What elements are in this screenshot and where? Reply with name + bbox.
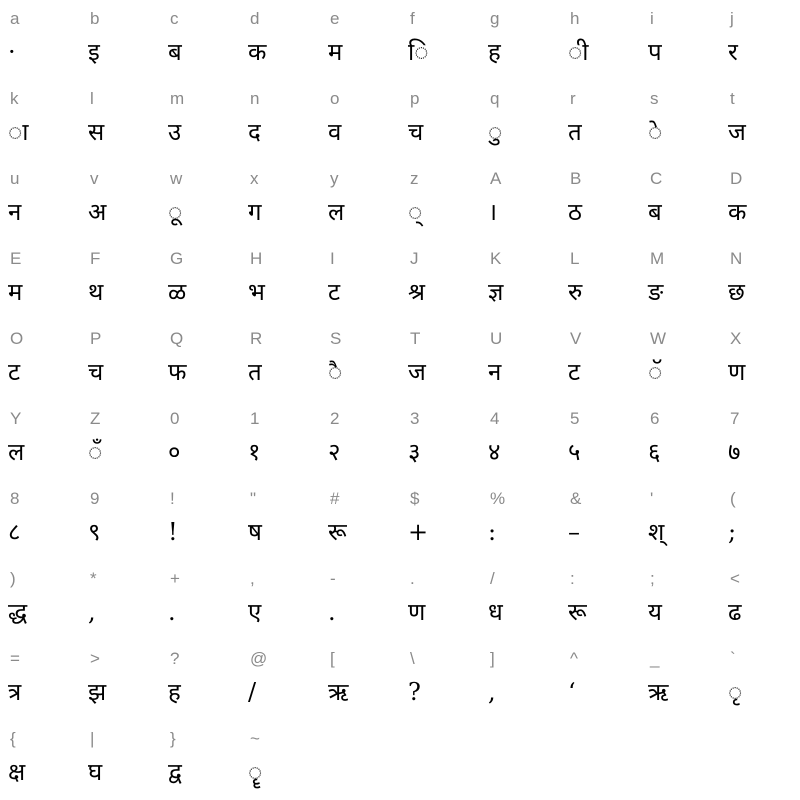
glyph-sample: श्र [408,278,425,306]
glyph-cell [160,400,240,480]
glyph-sample: ब [648,198,662,226]
glyph-cell [560,320,640,400]
key-label: q [490,89,500,108]
key-label: z [410,169,419,188]
glyph-cell [640,320,720,400]
key-label: a [10,9,20,28]
key-label: Z [90,409,101,428]
glyph-sample: – [568,518,580,546]
key-label: l [90,89,94,108]
key-label: w [170,169,183,188]
glyph-cell [400,160,480,240]
glyph-cell [720,160,800,240]
glyph-sample: ट [568,358,581,386]
glyph-sample: ३ [408,438,421,466]
key-label: g [490,9,500,28]
glyph-sample: द्व [168,758,182,786]
key-label: ! [170,489,175,508]
glyph-cell [0,80,80,160]
key-label: d [250,9,260,28]
glyph-sample: ह [488,38,501,66]
glyph-sample: ष [248,518,262,546]
key-label: j [730,9,734,28]
glyph-cell [560,560,640,640]
key-label: D [730,169,743,188]
glyph-sample: ् [408,198,423,226]
key-label: T [410,329,421,348]
key-label: % [490,489,506,508]
glyph-cell [80,400,160,480]
glyph-sample: ल [328,198,345,226]
glyph-cell [80,320,160,400]
glyph-cell [160,720,240,800]
glyph-sample: ठ [568,198,582,226]
key-label: " [250,489,257,508]
key-label: 3 [410,409,420,428]
key-label: A [490,169,502,188]
glyph-cell [400,640,480,720]
glyph-sample: इ [88,38,100,66]
glyph-cell [320,560,400,640]
glyph-sample: े [648,118,663,146]
glyph-cell [320,640,400,720]
glyph-sample: त्र [8,678,22,706]
glyph-sample: : [488,518,497,546]
glyph-cell [80,720,160,800]
glyph-cell [640,160,720,240]
key-label: F [90,249,101,268]
glyph-cell [480,480,560,560]
key-label: N [730,249,743,268]
key-label: 1 [250,409,260,428]
glyph-cell [0,0,80,80]
glyph-cell [0,560,80,640]
glyph-sample: ऋ [328,678,349,706]
glyph-sample: प [648,38,662,66]
glyph-cell [320,160,400,240]
key-label: p [410,89,420,108]
key-label: U [490,329,503,348]
glyph-sample: स [88,118,105,146]
glyph-sample: , [488,678,496,706]
key-label: [ [330,649,335,668]
glyph-sample: ण [408,598,426,626]
key-label: v [90,169,99,188]
key-label: < [730,569,740,588]
key-label: | [90,729,95,748]
glyph-cell [480,560,560,640]
key-label: 7 [730,409,740,428]
glyph-cell [240,240,320,320]
glyph-sample: ४ [488,438,501,466]
glyph-sample: । [488,198,498,226]
key-label: 8 [10,489,20,508]
key-label: n [250,89,260,108]
glyph-cell [720,640,800,720]
glyph-cell [0,720,80,800]
glyph-sample: ि [408,38,429,66]
glyph-sample: ँ [88,438,103,466]
glyph-cell [400,560,480,640]
key-label: i [650,9,654,28]
glyph-sample: ! [168,518,178,546]
key-label: Q [170,329,184,348]
glyph-cell [480,400,560,480]
key-label: , [250,569,255,588]
key-label: ( [730,489,736,508]
glyph-cell [560,480,640,560]
key-label: = [10,649,20,668]
key-label: c [170,9,179,28]
glyph-sample: ु [488,118,503,146]
glyph-sample: रू [568,598,587,626]
key-label: ~ [250,729,260,748]
glyph-cell [320,80,400,160]
glyph-cell [160,560,240,640]
glyph-sample: ज [408,358,426,386]
glyph-cell [240,400,320,480]
glyph-sample: ‘ [568,678,576,706]
glyph-sample: रु [568,278,583,306]
glyph-cell [240,0,320,80]
glyph-sample: घ [88,758,103,786]
glyph-sample: म [8,278,23,306]
glyph-sample: क [248,38,267,66]
glyph-cell [320,240,400,320]
glyph-sample: छ [728,278,745,306]
key-label: ? [170,649,180,668]
glyph-cell [720,480,800,560]
glyph-sample: , [88,598,96,626]
key-label: f [410,9,415,28]
glyph-sample: अ [88,198,107,226]
key-label: : [570,569,575,588]
glyph-sample: ९ [88,518,101,546]
key-label: ` [730,649,736,668]
key-label: Y [10,409,22,428]
glyph-sample: ण [728,358,746,386]
glyph-sample: झ [88,678,107,706]
glyph-cell [560,0,640,80]
glyph-cell [160,0,240,80]
glyph-sample: थ [88,278,104,306]
glyph-cell [160,160,240,240]
key-label: E [10,249,22,268]
key-label: _ [650,649,660,668]
glyph-cell [640,560,720,640]
key-label: . [410,569,415,588]
glyph-sample: . [168,598,176,626]
key-label: V [570,329,582,348]
glyph-sample: · [8,38,16,66]
glyph-sample: द्ध [8,598,28,626]
glyph-cell [720,240,800,320]
key-label: W [650,329,667,348]
glyph-sample: ॄ [248,758,263,786]
glyph-cell [480,80,560,160]
key-label: 5 [570,409,580,428]
glyph-cell [80,640,160,720]
glyph-sample: न [488,358,502,386]
glyph-cell [400,480,480,560]
glyph-cell [160,640,240,720]
glyph-cell [720,80,800,160]
glyph-sample: म [328,38,343,66]
glyph-sample: र [728,38,738,66]
glyph-cell [720,560,800,640]
glyph-sample: क्ष [8,758,26,786]
glyph-cell [400,400,480,480]
glyph-cell [0,240,80,320]
glyph-sample: ; [728,518,737,546]
glyph-cell [240,640,320,720]
key-label: $ [410,489,420,508]
glyph-cell [720,0,800,80]
glyph-cell [400,320,480,400]
glyph-cell [560,80,640,160]
key-label: h [570,9,580,28]
key-label: u [10,169,20,188]
glyph-cell [720,320,800,400]
glyph-sample: ट [8,358,21,386]
glyph-cell [640,640,720,720]
key-label: } [170,729,176,748]
key-label: y [330,169,339,188]
glyph-cell [320,480,400,560]
glyph-cell [480,240,560,320]
glyph-cell [720,400,800,480]
key-label: P [90,329,102,348]
glyph-cell [400,240,480,320]
glyph-sample: द [248,118,261,146]
key-label: 9 [90,489,100,508]
glyph-sample: ज [728,118,746,146]
glyph-cell [560,640,640,720]
glyph-sample: + [408,518,429,546]
glyph-cell [640,80,720,160]
key-label: I [330,249,335,268]
glyph-sample: च [408,118,424,146]
glyph-cell [240,480,320,560]
glyph-sample: ढ [728,598,742,626]
glyph-sample: ट [328,278,341,306]
glyph-sample: ज्ञ [488,278,504,306]
glyph-cell [480,160,560,240]
glyph-cell [320,320,400,400]
key-label: ] [490,649,495,668]
key-label: ' [650,489,654,508]
glyph-cell [480,0,560,80]
glyph-cell [0,480,80,560]
glyph-cell [160,320,240,400]
glyph-sample: त [568,118,582,146]
glyph-cell [160,480,240,560]
glyph-sample: भ [248,278,265,306]
glyph-sample: . [328,598,336,626]
key-label: ^ [570,649,578,668]
glyph-cell [240,720,320,800]
glyph-cell [560,160,640,240]
key-label: 6 [650,409,660,428]
glyph-sample: ग [248,198,262,226]
key-label: S [330,329,342,348]
key-label: r [570,89,576,108]
glyph-cell [640,240,720,320]
key-label: @ [250,649,268,668]
key-label: + [170,569,180,588]
glyph-sample: १ [248,438,261,466]
glyph-sample: ७ [728,438,741,466]
glyph-sample: ल [8,438,25,466]
key-label: J [410,249,419,268]
glyph-cell [80,0,160,80]
key-label: \ [410,649,415,668]
glyph-cell [640,480,720,560]
glyph-sample: / [248,678,257,706]
glyph-sample: २ [328,438,341,466]
glyph-sample: ह [168,678,181,706]
key-label: b [90,9,100,28]
glyph-sample: श् [648,518,665,546]
key-label: s [650,89,659,108]
glyph-sample: उ [168,118,182,146]
glyph-cell [0,640,80,720]
key-label: R [250,329,263,348]
glyph-cell [320,0,400,80]
key-label: t [730,89,735,108]
glyph-sample: ी [568,38,589,66]
glyph-cell [560,400,640,480]
key-label: X [730,329,742,348]
key-label: - [330,569,336,588]
glyph-sample: य [648,598,662,626]
glyph-cell [0,400,80,480]
key-label: C [650,169,663,188]
glyph-cell [560,240,640,320]
key-label: 4 [490,409,500,428]
glyph-sample: रू [328,518,347,546]
glyph-sample: ए [248,598,262,626]
glyph-sample: ळ [168,278,187,306]
glyph-sample: ? [408,678,421,706]
key-label: m [170,89,185,108]
key-label: ) [10,569,16,588]
key-label: K [490,249,502,268]
glyph-cell [640,0,720,80]
glyph-cell [240,160,320,240]
glyph-cell [160,240,240,320]
glyph-cell [80,560,160,640]
key-label: G [170,249,184,268]
key-label: ; [650,569,655,588]
glyph-cell [240,320,320,400]
glyph-sample: ६ [648,438,661,466]
key-label: e [330,9,340,28]
key-label: { [10,729,16,748]
glyph-cell [80,240,160,320]
glyph-cell [480,320,560,400]
glyph-sample: व [328,118,342,146]
key-label: > [90,649,100,668]
glyph-cell [480,640,560,720]
glyph-cell [400,80,480,160]
glyph-sample: ० [168,438,181,466]
key-label: H [250,249,263,268]
glyph-cell [80,160,160,240]
glyph-cell [160,80,240,160]
glyph-cell [240,560,320,640]
glyph-sample: ू [168,198,183,226]
glyph-sample: ा [8,118,29,146]
glyph-sample: ङ [648,278,664,306]
key-label: o [330,89,340,108]
glyph-sample: क [728,198,747,226]
glyph-sample: च [88,358,104,386]
glyph-sample: फ [168,358,187,386]
key-label: / [490,569,495,588]
glyph-cell [0,320,80,400]
glyph-sample: ब [168,38,182,66]
glyph-sample: न [8,198,22,226]
key-label: * [90,569,97,588]
glyph-cell [80,80,160,160]
glyph-cell [0,160,80,240]
glyph-sample: ध [488,598,503,626]
glyph-sample: ८ [8,518,21,546]
key-label: O [10,329,24,348]
key-label: M [650,249,665,268]
glyph-sample: ५ [568,438,581,466]
glyph-cell [640,400,720,480]
glyph-cell [240,80,320,160]
glyph-cell [400,0,480,80]
glyph-cell [320,400,400,480]
key-label: B [570,169,582,188]
glyph-sample: ऋ [648,678,669,706]
key-label: x [250,169,259,188]
key-label: & [570,489,582,508]
key-label: L [570,249,580,268]
key-label: 2 [330,409,340,428]
glyph-sample: त [248,358,262,386]
glyph-sample: ै [328,358,343,386]
glyph-cell [80,480,160,560]
key-label: # [330,489,340,508]
key-label: k [10,89,19,108]
glyph-sample: ृ [728,678,743,706]
glyph-sample: ॅ [648,358,663,386]
key-label: 0 [170,409,180,428]
